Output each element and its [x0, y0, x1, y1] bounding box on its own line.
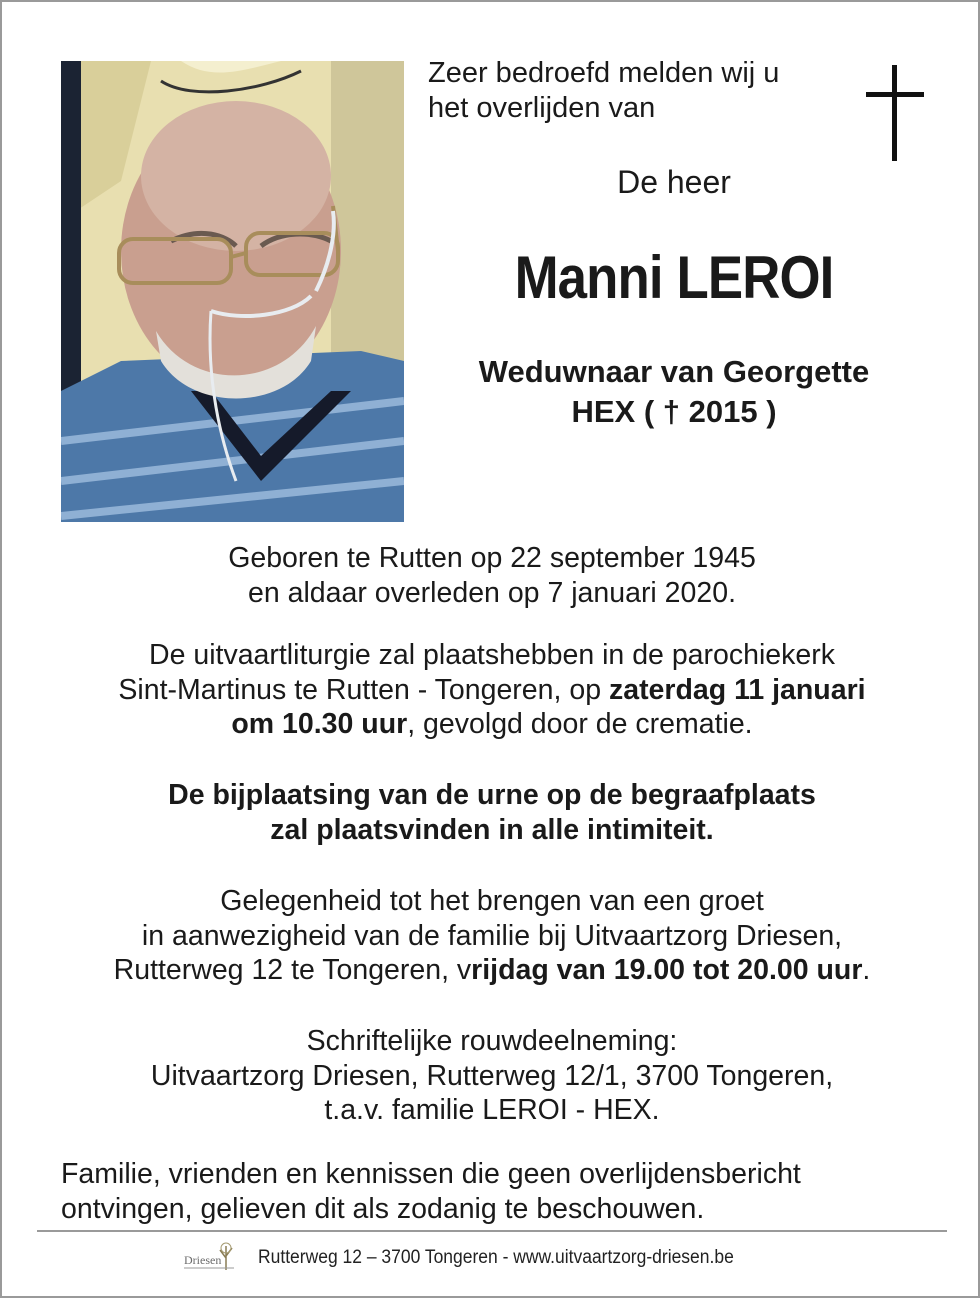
closing-line: ontvingen, gelieven dit als zodanig te beschouwen.: [61, 1192, 705, 1225]
liturgy-time: om 10.30 uur: [231, 708, 408, 740]
liturgy-line: [42, 707, 942, 742]
cross-icon: [866, 65, 924, 161]
intro-line: Zeer bedroefd melden wij u: [428, 57, 780, 89]
urn-line: zal plaatsvinden in alle intimiteit.: [270, 813, 714, 846]
condolence-line: t.a.v. familie LEROI - HEX.: [324, 1094, 660, 1126]
condolence-info: [42, 1024, 942, 1128]
liturgy-cremation: , gevolgd door de crematie.: [407, 708, 753, 740]
greeting-line: Gelegenheid tot het brengen van een groet: [220, 885, 764, 917]
intro-line: het overlijden van: [428, 92, 656, 124]
greeting-info: [42, 884, 942, 988]
greeting-time: rijdag van 19.00 tot 20.00 uur: [471, 954, 863, 986]
spouse-info: [432, 352, 916, 432]
greeting-line: [42, 953, 942, 988]
liturgy-date: zaterdag 11 januari: [608, 673, 866, 706]
birth-death-info: [42, 541, 942, 610]
death-line: en aldaar overleden op 7 januari 2020.: [247, 576, 737, 609]
condolence-line: Uitvaartzorg Driesen, Rutterweg 12/1, 3700 Tongeren,: [150, 1059, 834, 1092]
condolence-line: Schriftelijke rouwdeelneming:: [306, 1025, 678, 1057]
greeting-address: Rutterweg 12 te Tongeren, v: [113, 954, 472, 986]
liturgy-line: [42, 673, 942, 708]
deceased-name: Manni LEROI: [514, 244, 834, 311]
honorific: De heer: [617, 164, 731, 200]
driesen-logo: [182, 1240, 240, 1276]
greeting-line: in aanwezigheid van de familie bij Uitvaartzorg Driesen,: [141, 919, 843, 952]
birth-line: Geboren te Rutten op 22 september 1945: [228, 542, 756, 574]
liturgy-info: [42, 638, 942, 742]
portrait-photo: [61, 61, 404, 522]
liturgy-line: De uitvaartliturgie zal plaatshebben in de parochiekerk: [149, 639, 835, 671]
closing-line: Familie, vrienden en kennissen die geen overlijdensbericht: [61, 1158, 801, 1190]
urn-line: De bijplaatsing van de urne op de begraafplaats: [168, 779, 816, 811]
footer-address: Rutterweg 12 – 3700 Tongeren - www.uitvaartzorg-driesen.be: [258, 1247, 734, 1268]
logo-text: Driesen: [184, 1253, 222, 1267]
intro-text: [428, 56, 848, 126]
liturgy-church: Sint-Martinus te Rutten - Tongeren, op: [118, 673, 609, 706]
spouse-line: HEX ( † 2015 ): [571, 394, 777, 429]
urn-info: [42, 778, 942, 847]
spouse-line: Weduwnaar van Georgette: [478, 354, 870, 389]
greeting-period: .: [862, 954, 871, 986]
divider: [37, 1230, 947, 1232]
closing-note: [61, 1157, 941, 1226]
